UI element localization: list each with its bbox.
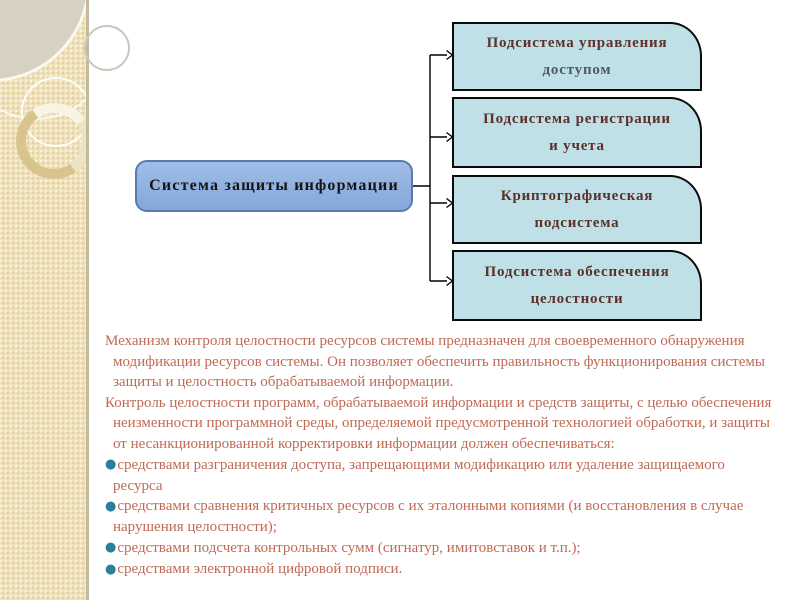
diagram-node-cryptographic: [452, 175, 702, 244]
diagram-node-access-control: [452, 22, 702, 91]
node-label-line1: Подсистема обеспечения: [484, 264, 670, 280]
bullet-text: средствами подсчета контрольных сумм (сигнатур, имитовставок и т.п.);: [117, 539, 581, 556]
node-label-line1: Подсистема регистрации: [483, 111, 671, 127]
node-label-line2: целостности: [530, 291, 624, 307]
bullet-dot-icon: ●: [105, 457, 117, 473]
bullet-item: [105, 496, 775, 538]
root-node-label: Система защиты информации: [149, 177, 399, 194]
slide-body-text: [105, 331, 775, 580]
bullet-text: средствами электронной цифровой подписи.: [117, 561, 403, 578]
bullet-text: средствами разграничения доступа, запрещающими модификацию или удаление защищаемого ресурса: [113, 456, 725, 494]
bullet-item: [105, 559, 775, 580]
diagram-node-registration: [452, 97, 702, 168]
bullet-dot-icon: ●: [105, 561, 117, 577]
decorative-gray-circle: [84, 25, 130, 71]
diagram-root-node: [135, 160, 413, 212]
diagram-node-integrity: [452, 250, 702, 321]
bullet-dot-icon: ●: [105, 498, 117, 514]
paragraph: Контроль целостности программ, обрабатываемой информации и средств защиты, с целью обеспечения неизменности программной среды, определяемой предусмотренной технологией обработки, и защиты от несанкционированной корректировки информации должен обеспечиваться:: [105, 394, 772, 452]
node-label-line2: подсистема: [534, 214, 620, 231]
bullet-item: [105, 455, 775, 497]
bullet-item: [105, 538, 775, 559]
sidebar-decoration: [0, 0, 89, 600]
node-label-line2: доступом: [542, 61, 612, 78]
paragraph: Механизм контроля целостности ресурсов системы предназначен для своевременного обнаружения модификации ресурсов системы. Он позволяет обеспечить правильность функционирования системы защиты и целостность обрабатываемой информации.: [105, 333, 765, 391]
node-label-line1: Криптографическая: [500, 188, 654, 205]
bullet-dot-icon: ●: [105, 540, 117, 556]
node-label-line1: Подсистема управления: [486, 35, 668, 52]
bullet-text: средствами сравнения критичных ресурсов с их эталонными копиями (и восстановления в случае нарушения целостности);: [113, 498, 744, 536]
node-label-line2: и учета: [549, 138, 605, 154]
